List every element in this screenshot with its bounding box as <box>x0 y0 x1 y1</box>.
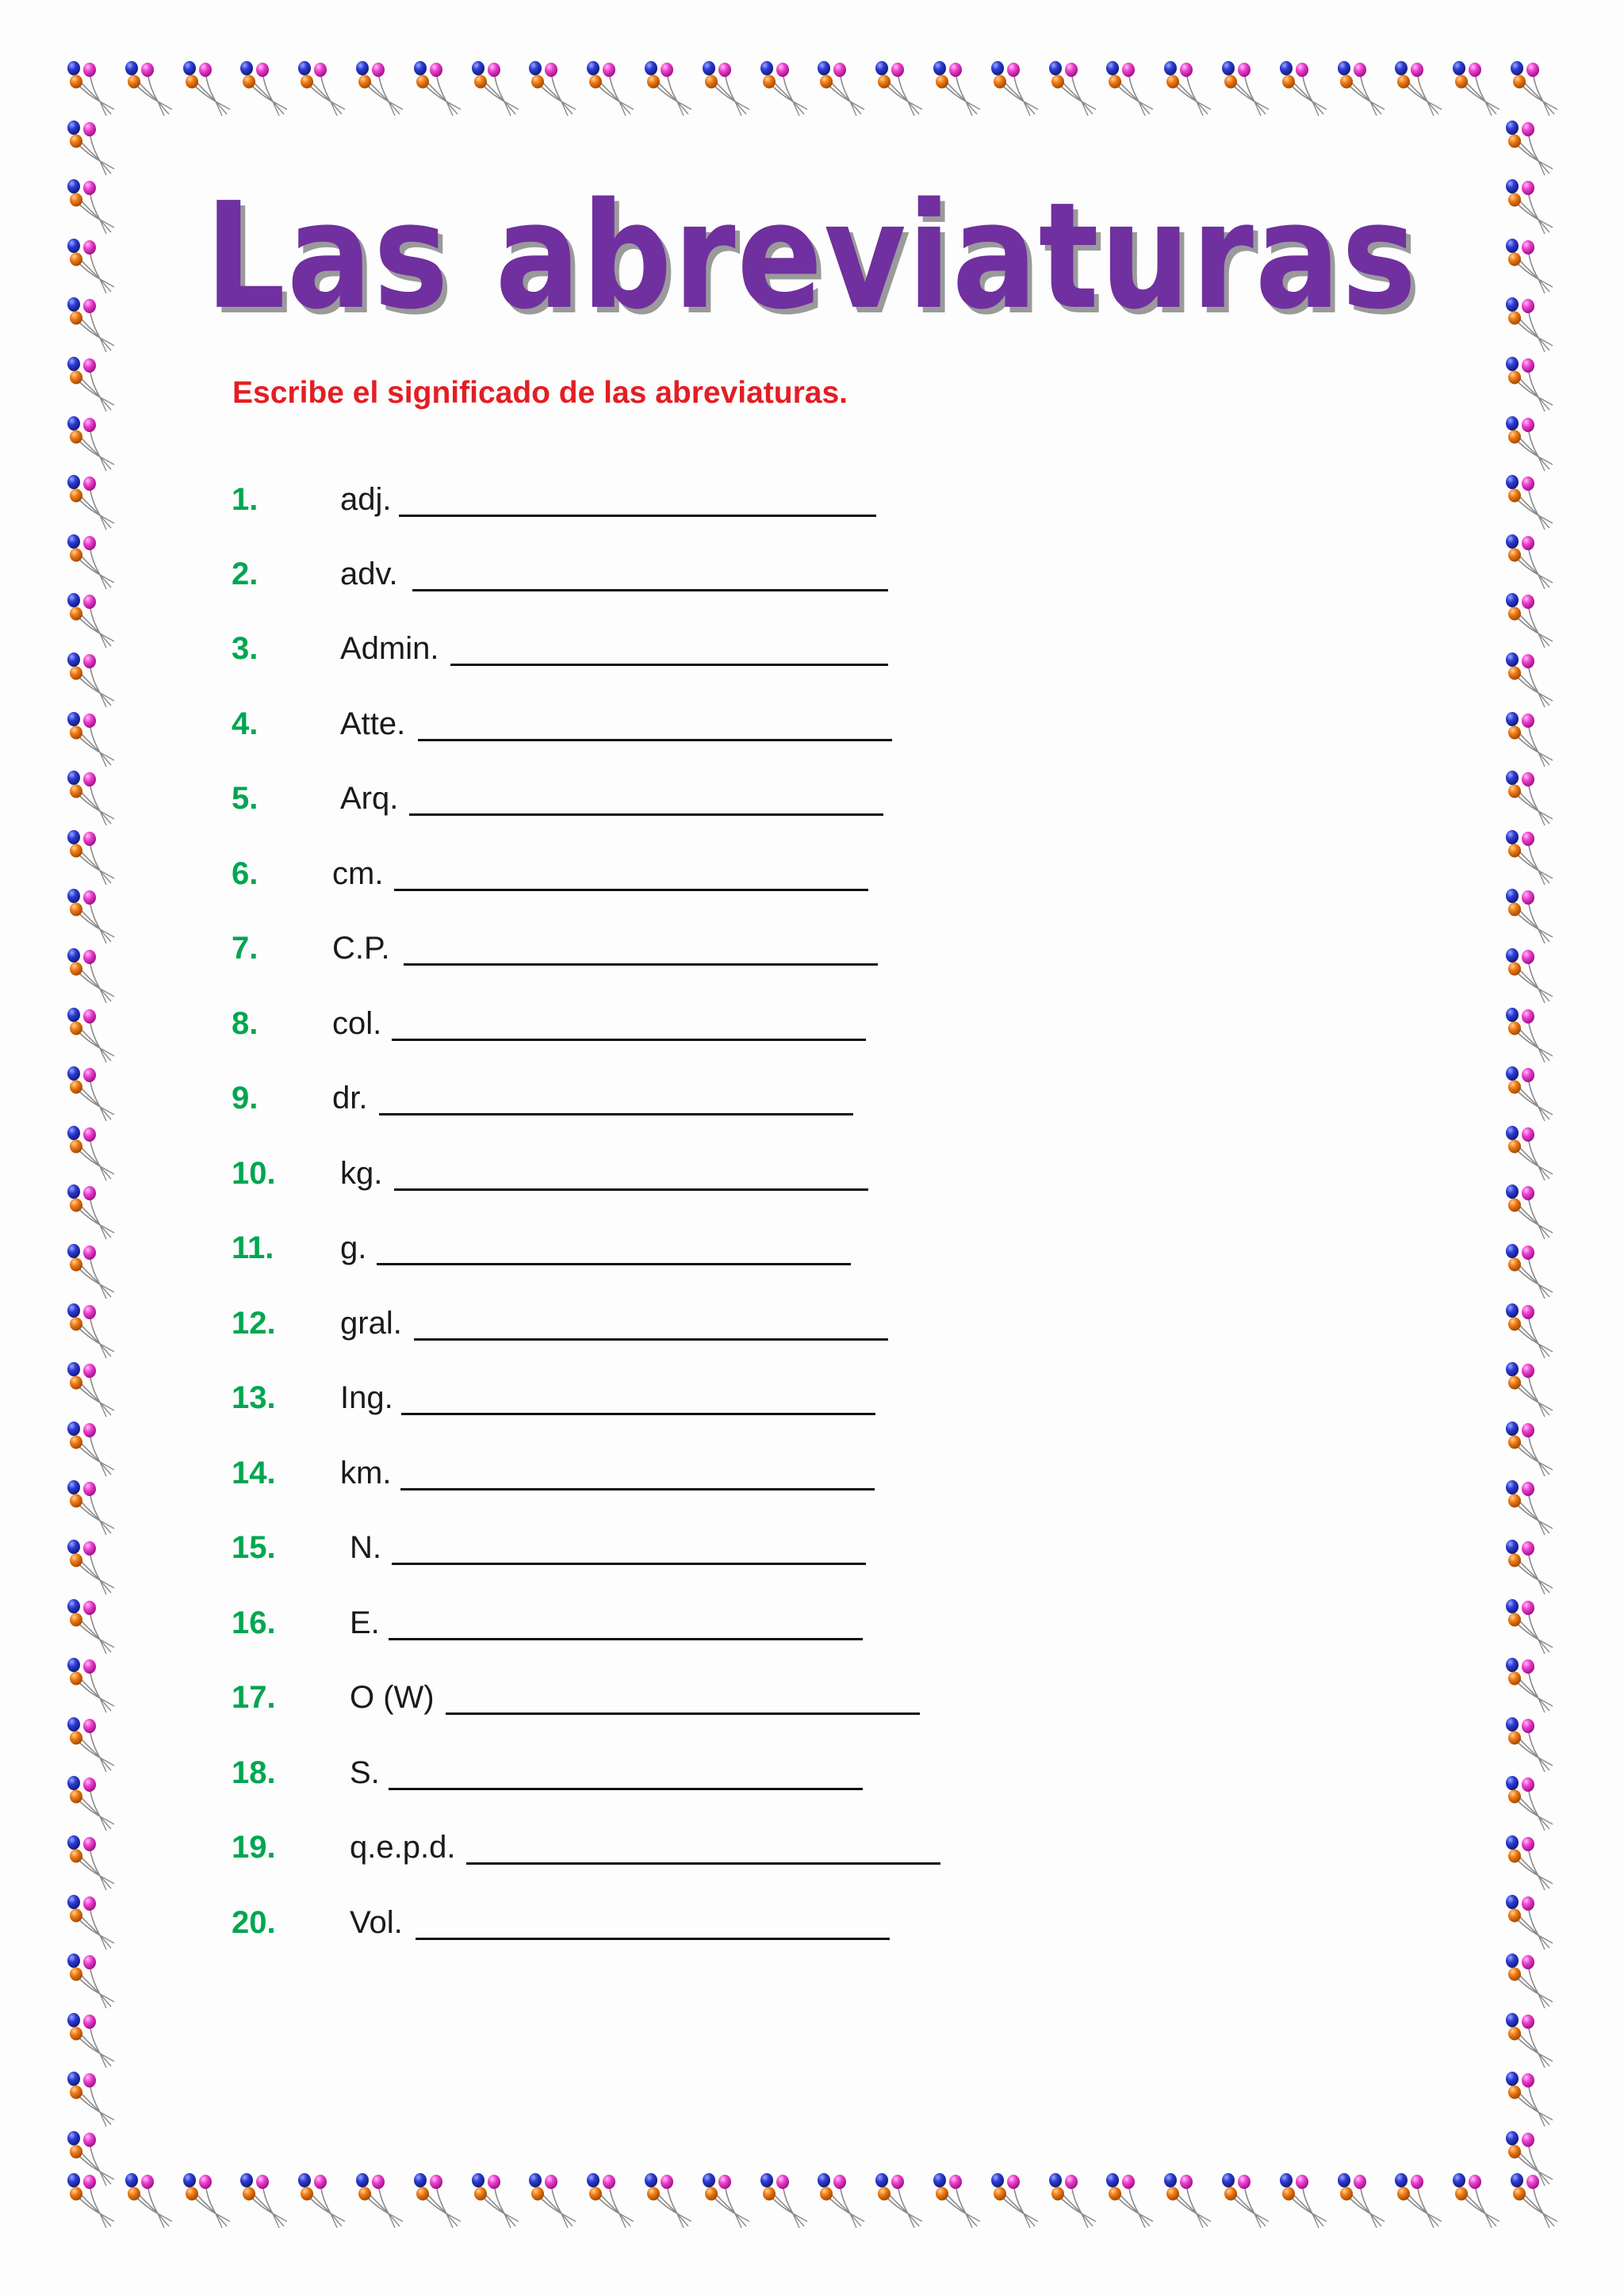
list-item <box>0 1905 1624 1953</box>
list-item <box>0 1830 1624 1877</box>
abbreviation-label: Arq. <box>340 781 399 816</box>
list-item <box>0 557 1624 604</box>
answer-line[interactable] <box>392 1039 866 1041</box>
list-item <box>0 706 1624 754</box>
answer-line[interactable] <box>446 1712 920 1715</box>
abbreviation-label: O (W) <box>350 1680 435 1715</box>
item-number: 9. <box>232 1081 259 1115</box>
abbreviation-label: km. <box>340 1456 392 1490</box>
answer-line[interactable] <box>399 515 876 517</box>
item-number: 14. <box>232 1456 276 1490</box>
list-item <box>0 631 1624 679</box>
answer-line[interactable] <box>450 664 888 666</box>
abbreviation-label: kg. <box>340 1156 383 1191</box>
answer-line[interactable] <box>400 1488 875 1490</box>
list-item <box>0 1755 1624 1803</box>
abbreviation-label: q.e.p.d. <box>350 1830 456 1865</box>
list-item <box>0 1605 1624 1653</box>
answer-line[interactable] <box>379 1113 853 1115</box>
answer-line[interactable] <box>466 1862 940 1865</box>
answer-line[interactable] <box>418 739 892 741</box>
item-number: 2. <box>232 557 259 591</box>
list-item <box>0 1530 1624 1578</box>
abbreviation-label: E. <box>350 1605 380 1640</box>
item-number: 8. <box>232 1006 259 1041</box>
abbreviation-label: cm. <box>332 856 384 891</box>
list-item <box>0 1680 1624 1728</box>
item-number: 5. <box>232 781 259 816</box>
list-item <box>0 781 1624 828</box>
answer-line[interactable] <box>414 1338 888 1341</box>
list-item <box>0 1081 1624 1128</box>
item-number: 20. <box>232 1905 276 1940</box>
abbreviation-label: col. <box>332 1006 382 1041</box>
list-item <box>0 856 1624 904</box>
answer-line[interactable] <box>389 1638 863 1640</box>
item-number: 12. <box>232 1306 276 1341</box>
abbreviation-label: g. <box>340 1230 367 1265</box>
item-number: 6. <box>232 856 259 891</box>
answer-line[interactable] <box>377 1263 851 1265</box>
item-number: 16. <box>232 1605 276 1640</box>
item-number: 11. <box>232 1230 274 1265</box>
abbreviation-label: adv. <box>340 557 398 591</box>
page-title: Las abreviaturas <box>205 170 1419 342</box>
instruction-text: Escribe el significado de las abreviaturas. <box>232 376 848 410</box>
abbreviation-label: dr. <box>332 1081 368 1115</box>
abbreviation-label: Vol. <box>350 1905 403 1940</box>
abbreviation-label: Atte. <box>340 706 406 741</box>
item-number: 1. <box>232 482 259 517</box>
abbreviation-label: gral. <box>340 1306 402 1341</box>
item-number: 18. <box>232 1755 276 1790</box>
answer-line[interactable] <box>389 1788 863 1790</box>
item-number: 3. <box>232 631 259 666</box>
answer-line[interactable] <box>412 589 888 591</box>
abbreviation-label: adj. <box>340 482 392 517</box>
item-number: 10. <box>232 1156 276 1191</box>
item-number: 17. <box>232 1680 276 1715</box>
list-item <box>0 1456 1624 1503</box>
list-item <box>0 482 1624 530</box>
abbreviation-label: Ing. <box>340 1380 393 1415</box>
answer-line[interactable] <box>392 1563 866 1565</box>
list-item <box>0 1230 1624 1278</box>
answer-line[interactable] <box>401 1413 875 1415</box>
answer-line[interactable] <box>416 1938 890 1940</box>
item-number: 15. <box>232 1530 276 1565</box>
list-item <box>0 1006 1624 1054</box>
abbreviation-label: N. <box>350 1530 381 1565</box>
item-number: 19. <box>232 1830 276 1865</box>
abbreviation-label: C.P. <box>332 931 390 966</box>
list-item <box>0 931 1624 978</box>
list-item <box>0 1380 1624 1428</box>
list-item <box>0 1306 1624 1353</box>
answer-line[interactable] <box>404 963 878 966</box>
list-item <box>0 1156 1624 1203</box>
item-number: 4. <box>232 706 259 741</box>
answer-line[interactable] <box>394 889 868 891</box>
abbreviation-label: Admin. <box>340 631 439 666</box>
answer-line[interactable] <box>394 1188 868 1191</box>
abbreviation-label: S. <box>350 1755 380 1790</box>
item-number: 7. <box>232 931 259 966</box>
item-number: 13. <box>232 1380 276 1415</box>
answer-line[interactable] <box>409 813 883 816</box>
